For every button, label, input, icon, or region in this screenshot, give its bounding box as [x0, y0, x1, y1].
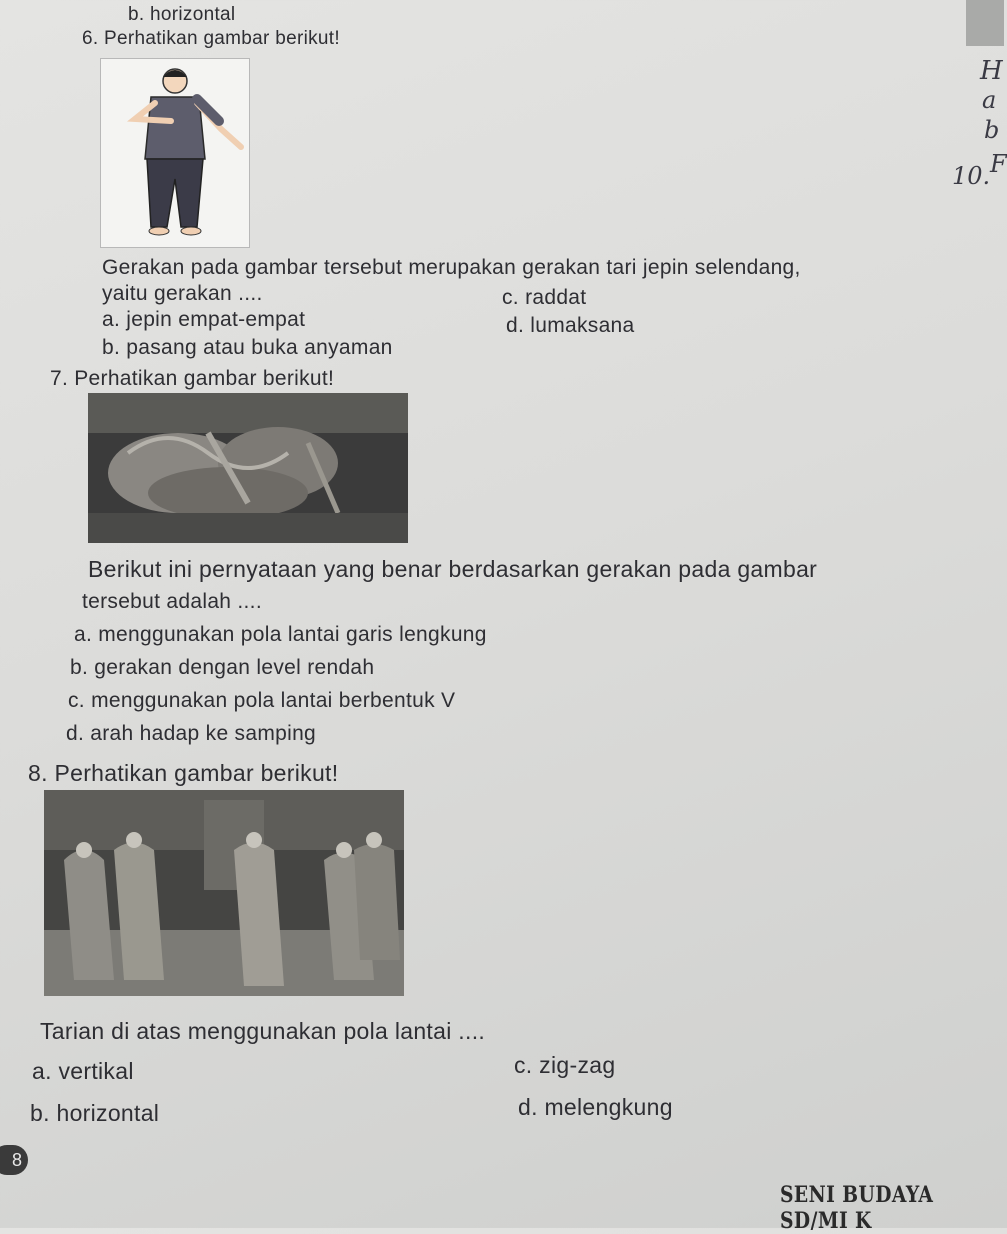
q7-prompt: 7. Perhatikan gambar berikut! [50, 367, 335, 390]
dance-group-photo-image [44, 790, 404, 996]
q6-option-b: b. pasang atau buka anyaman [102, 336, 393, 359]
q6-option-d: d. lumaksana [506, 314, 635, 337]
q8-prompt: 8. Perhatikan gambar berikut! [28, 760, 339, 786]
q7-photo-dance [88, 393, 408, 543]
q7-option-b: b. gerakan dengan level rendah [70, 656, 375, 679]
q7-stem-line2: tersebut adalah .... [82, 590, 262, 613]
q7-option-c: c. menggunakan pola lantai berbentuk V [68, 689, 456, 712]
side-page-a: a [982, 86, 997, 114]
footer-book-title: SENI BUDAYA SD/MI K [780, 1182, 934, 1234]
q8-option-b: b. horizontal [30, 1100, 160, 1126]
q7-stem-line1: Berikut ini pernyataan yang benar berdasarkan gerakan pada gambar [88, 556, 818, 582]
q8-photo-dance [44, 790, 404, 996]
q7-option-d: d. arah hadap ke samping [66, 722, 317, 745]
dancer-figure-image [101, 59, 249, 247]
q8-option-d: d. melengkung [518, 1094, 673, 1120]
q6-option-c: c. raddat [502, 286, 587, 309]
q6-illustration-dancer [100, 58, 250, 248]
side-page-b: b [984, 116, 1000, 144]
q6-prompt: 6. Perhatikan gambar berikut! [82, 28, 340, 49]
q8-option-a: a. vertikal [32, 1058, 134, 1084]
q6-option-a: a. jepin empat-empat [102, 308, 306, 331]
q8-stem: Tarian di atas menggunakan pola lantai .... [40, 1018, 486, 1044]
q5-option-b: b. horizontal [128, 4, 236, 25]
side-page-f: F [990, 150, 1007, 178]
page-number: 8 [0, 1145, 28, 1175]
q6-stem-line1: Gerakan pada gambar tersebut merupakan gerakan tari jepin selendang, [102, 256, 801, 279]
q6-stem-line2: yaitu gerakan .... [102, 282, 263, 305]
q7-option-a: a. menggunakan pola lantai garis lengkung [74, 623, 487, 646]
q8-option-c: c. zig-zag [514, 1052, 616, 1078]
side-page-h: H [980, 56, 1003, 86]
side-page-ten: 10. [952, 162, 991, 190]
dance-photo-image [88, 393, 408, 543]
page-corner-shadow [966, 0, 1004, 46]
